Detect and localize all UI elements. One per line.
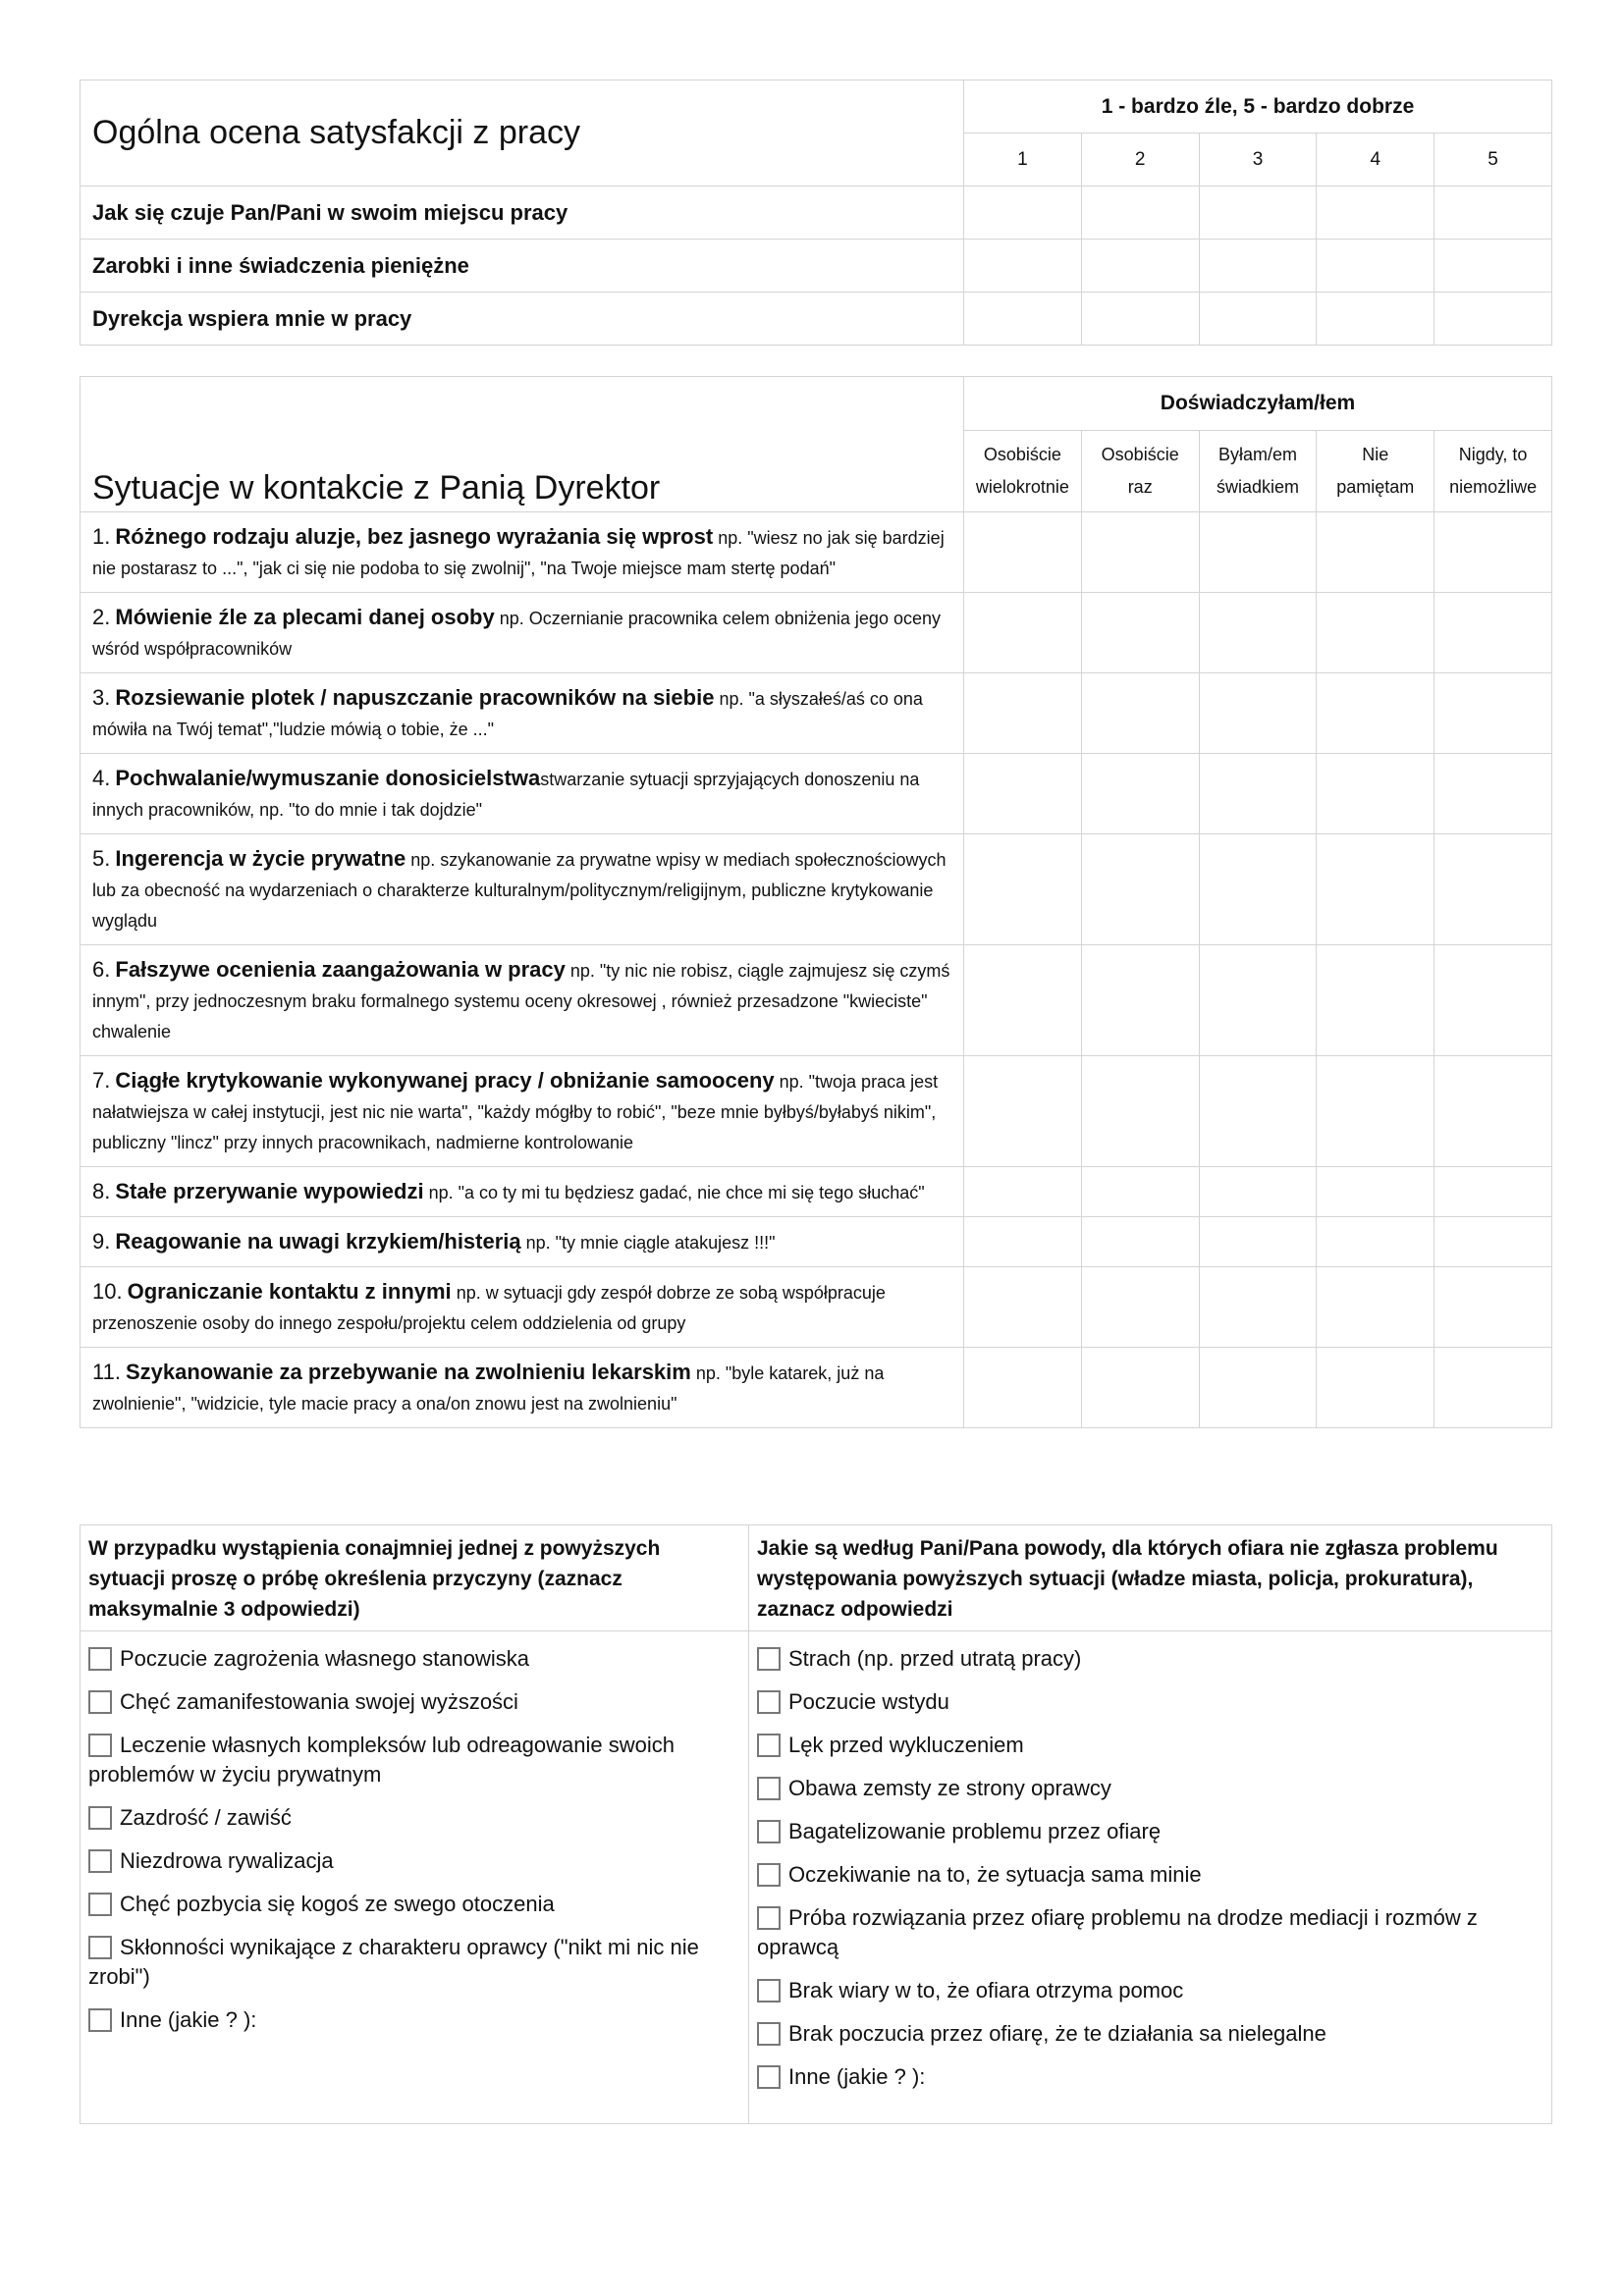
option-item[interactable]	[757, 1903, 1543, 1962]
option-item[interactable]	[757, 1644, 1543, 1674]
situation-example: np. Oczernianie pracownika celem obniżenia jego oceny wśród współpracowników	[92, 609, 941, 659]
option-label: Brak wiary w to, że ofiara otrzyma pomoc	[788, 1978, 1184, 2002]
scale-2: 2	[1081, 133, 1199, 187]
experience-cell-5[interactable]	[1434, 673, 1552, 754]
experience-cell-2[interactable]	[1081, 1348, 1199, 1428]
satisfaction-question: Dyrekcja wspiera mnie w pracy	[81, 293, 964, 346]
option-label: Poczucie wstydu	[788, 1689, 949, 1714]
experience-cell-3[interactable]	[1199, 945, 1317, 1056]
option-item[interactable]	[757, 1976, 1543, 2005]
experience-cell-4[interactable]	[1317, 1267, 1434, 1348]
option-label: Zazdrość / zawiść	[120, 1805, 292, 1830]
checkbox[interactable]	[88, 1936, 112, 1959]
satisfaction-row	[81, 293, 1552, 346]
option-item[interactable]	[88, 1644, 740, 1674]
checkbox[interactable]	[757, 1906, 781, 1930]
scale-1: 1	[964, 133, 1082, 187]
experience-cell-3[interactable]	[1199, 512, 1317, 593]
experience-cell-1[interactable]	[964, 754, 1082, 834]
situation-number: 3.	[92, 685, 111, 710]
situation-example: np. "byle katarek, już na zwolnienie", "widzicie, tyle macie pracy a ona/on znowu jest na zwolnieniu"	[92, 1363, 885, 1414]
experience-cell-2[interactable]	[1081, 593, 1199, 673]
situation-title: Ograniczanie kontaktu z innymi	[127, 1279, 452, 1304]
situation-row	[81, 834, 1552, 945]
satisfaction-row	[81, 240, 1552, 293]
experience-cell-5[interactable]	[1434, 1267, 1552, 1348]
experience-cell-4[interactable]	[1317, 673, 1434, 754]
experience-cell-5[interactable]	[1434, 512, 1552, 593]
experience-cell-4[interactable]	[1317, 945, 1434, 1056]
experience-cell-3[interactable]	[1199, 754, 1317, 834]
experience-cell-1[interactable]	[964, 593, 1082, 673]
satisfaction-title: Ogólna ocena satysfakcji z pracy	[81, 80, 964, 187]
checkbox[interactable]	[88, 1690, 112, 1714]
experience-cell-1[interactable]	[964, 673, 1082, 754]
option-item[interactable]	[757, 1817, 1543, 1846]
column-line2: niemożliwe	[1449, 477, 1538, 497]
option-label: Inne (jakie ? ):	[120, 2007, 257, 2032]
checkbox[interactable]	[757, 1734, 781, 1757]
situation-number: 11.	[92, 1360, 121, 1384]
experience-cell-3[interactable]	[1199, 593, 1317, 673]
experience-column-header	[1081, 431, 1199, 512]
checkbox[interactable]	[757, 1979, 781, 2002]
checkbox[interactable]	[757, 1647, 781, 1671]
situation-description	[81, 945, 964, 1056]
column-line2: świadkiem	[1216, 477, 1299, 497]
situation-example: np. "twoja praca jest nałatwiejsza w całej instytucji, jest nic nie warta", "każdy mógłby to robić", "beze mnie byłbyś/byłabyś nikim", publiczny "lincz" przy innych pracownikach, nadmierne kontrolowanie	[92, 1072, 939, 1152]
rating-cell-2[interactable]	[1081, 240, 1199, 293]
experience-column-header	[1199, 431, 1317, 512]
experience-cell-5[interactable]	[1434, 754, 1552, 834]
option-label: Poczucie zagrożenia własnego stanowiska	[120, 1646, 530, 1671]
column-line2: pamiętam	[1336, 477, 1415, 497]
experience-cell-5[interactable]	[1434, 1348, 1552, 1428]
experience-cell-1[interactable]	[964, 1167, 1082, 1217]
experience-cell-2[interactable]	[1081, 834, 1199, 945]
rating-cell-5[interactable]	[1434, 187, 1552, 240]
option-item[interactable]	[88, 1846, 740, 1876]
experience-cell-4[interactable]	[1317, 593, 1434, 673]
situation-description	[81, 1167, 964, 1217]
causes-header: W przypadku wystąpienia conajmniej jednej z powyższych sytuacji proszę o próbę określenia przyczyny (zaznacz maksymalnie 3 odpowiedzi)	[81, 1525, 749, 1631]
experience-cell-5[interactable]	[1434, 1056, 1552, 1167]
rating-cell-5[interactable]	[1434, 293, 1552, 346]
option-label: Inne (jakie ? ):	[788, 2064, 926, 2089]
situation-title: Reagowanie na uwagi krzykiem/histerią	[115, 1229, 521, 1254]
checkbox[interactable]	[88, 2008, 112, 2032]
situation-example: np. szykanowanie za prywatne wpisy w mediach społecznościowych lub za obecność na wydarzeniach o charakterze kulturalnym/politycznym/religijnym, publiczne krytykowanie wyglądu	[92, 850, 947, 931]
option-label: Leczenie własnych kompleksów lub odreagowanie swoich problemów w życiu prywatnym	[88, 1733, 675, 1787]
experience-cell-2[interactable]	[1081, 1056, 1199, 1167]
experience-cell-4[interactable]	[1317, 512, 1434, 593]
satisfaction-question: Zarobki i inne świadczenia pieniężne	[81, 240, 964, 293]
option-item[interactable]	[757, 1860, 1543, 1890]
situation-row	[81, 754, 1552, 834]
situation-number: 9.	[92, 1229, 111, 1254]
situation-example: np. "a słyszałeś/aś co ona mówiła na Twój temat","ludzie mówią o tobie, że ..."	[92, 689, 923, 739]
situation-row	[81, 1056, 1552, 1167]
scale-4: 4	[1317, 133, 1434, 187]
experience-cell-1[interactable]	[964, 1056, 1082, 1167]
situations-title: Sytuacje w kontakcie z Panią Dyrektor	[81, 377, 964, 512]
causes-table	[80, 1524, 1552, 2124]
rating-cell-4[interactable]	[1317, 240, 1434, 293]
experience-cell-1[interactable]	[964, 1217, 1082, 1267]
rating-cell-4[interactable]	[1317, 187, 1434, 240]
situation-title: Ciągłe krytykowanie wykonywanej pracy / obniżanie samooceny	[115, 1068, 775, 1093]
situation-row	[81, 1167, 1552, 1217]
rating-cell-1[interactable]	[964, 293, 1082, 346]
option-label: Skłonności wynikające z charakteru oprawcy ("nikt mi nic nie zrobi")	[88, 1935, 699, 1989]
satisfaction-row	[81, 187, 1552, 240]
checkbox[interactable]	[88, 1647, 112, 1671]
reasons-options	[749, 1631, 1552, 2124]
scale-label: 1 - bardzo źle, 5 - bardzo dobrze	[964, 80, 1552, 133]
experience-label: Doświadczyłam/łem	[964, 377, 1552, 431]
satisfaction-question: Jak się czuje Pan/Pani w swoim miejscu pracy	[81, 187, 964, 240]
option-item[interactable]	[757, 2019, 1543, 2049]
experience-cell-4[interactable]	[1317, 1217, 1434, 1267]
situation-number: 8.	[92, 1179, 111, 1203]
rating-cell-2[interactable]	[1081, 293, 1199, 346]
option-item[interactable]	[757, 2062, 1543, 2092]
experience-cell-2[interactable]	[1081, 673, 1199, 754]
situation-number: 4.	[92, 766, 111, 790]
situation-row	[81, 1217, 1552, 1267]
checkbox[interactable]	[88, 1893, 112, 1916]
column-line1: Nie	[1362, 445, 1389, 464]
experience-cell-2[interactable]	[1081, 1167, 1199, 1217]
situation-title: Fałszywe ocenienia zaangażowania w pracy	[115, 957, 566, 982]
option-label: Bagatelizowanie problemu przez ofiarę	[788, 1819, 1162, 1843]
situation-description	[81, 834, 964, 945]
situation-row	[81, 512, 1552, 593]
situation-title: Rozsiewanie plotek / napuszczanie pracowników na siebie	[115, 685, 715, 710]
situation-row	[81, 1348, 1552, 1428]
rating-cell-4[interactable]	[1317, 293, 1434, 346]
situation-description	[81, 1267, 964, 1348]
experience-cell-2[interactable]	[1081, 754, 1199, 834]
experience-cell-1[interactable]	[964, 512, 1082, 593]
checkbox[interactable]	[88, 1734, 112, 1757]
experience-cell-2[interactable]	[1081, 945, 1199, 1056]
experience-cell-3[interactable]	[1199, 1267, 1317, 1348]
column-line2: wielokrotnie	[975, 477, 1069, 497]
rating-cell-3[interactable]	[1199, 187, 1317, 240]
situation-example: stwarzanie sytuacji sprzyjających donoszeniu na innych pracowników, np. "to do mnie i tak dojdzie"	[92, 770, 920, 820]
situations-table	[80, 376, 1552, 1428]
option-item[interactable]	[88, 1687, 740, 1717]
situation-title: Różnego rodzaju aluzje, bez jasnego wyrażania się wprost	[115, 524, 714, 549]
situation-number: 5.	[92, 846, 111, 871]
situation-number: 10.	[92, 1279, 123, 1304]
situation-number: 2.	[92, 605, 111, 629]
rating-cell-3[interactable]	[1199, 240, 1317, 293]
experience-cell-1[interactable]	[964, 834, 1082, 945]
option-label: Chęć pozbycia się kogoś ze swego otoczenia	[120, 1892, 555, 1916]
experience-cell-5[interactable]	[1434, 834, 1552, 945]
checkbox[interactable]	[757, 2022, 781, 2046]
option-item[interactable]	[757, 1687, 1543, 1717]
situation-description	[81, 1217, 964, 1267]
rating-cell-3[interactable]	[1199, 293, 1317, 346]
experience-cell-3[interactable]	[1199, 834, 1317, 945]
situation-row	[81, 1267, 1552, 1348]
option-item[interactable]	[88, 1933, 740, 1992]
option-label: Strach (np. przed utratą pracy)	[788, 1646, 1082, 1671]
experience-cell-4[interactable]	[1317, 1348, 1434, 1428]
situation-title: Ingerencja w życie prywatne	[115, 846, 406, 871]
rating-cell-1[interactable]	[964, 187, 1082, 240]
situation-example: np. "ty mnie ciągle atakujesz !!!"	[520, 1233, 776, 1253]
situation-number: 1.	[92, 524, 111, 549]
experience-cell-5[interactable]	[1434, 1217, 1552, 1267]
experience-cell-4[interactable]	[1317, 1056, 1434, 1167]
rating-cell-1[interactable]	[964, 240, 1082, 293]
situation-description	[81, 1348, 964, 1428]
situation-row	[81, 593, 1552, 673]
option-label: Oczekiwanie na to, że sytuacja sama minie	[788, 1862, 1202, 1887]
situation-row	[81, 673, 1552, 754]
experience-cell-1[interactable]	[964, 1267, 1082, 1348]
experience-cell-3[interactable]	[1199, 1217, 1317, 1267]
causes-options	[81, 1631, 749, 2124]
option-item[interactable]	[88, 1731, 740, 1789]
experience-cell-1[interactable]	[964, 1348, 1082, 1428]
experience-cell-3[interactable]	[1199, 1348, 1317, 1428]
situation-title: Mówienie źle za plecami danej osoby	[115, 605, 495, 629]
experience-cell-3[interactable]	[1199, 1056, 1317, 1167]
situation-description	[81, 673, 964, 754]
scale-5: 5	[1434, 133, 1552, 187]
situation-example: np. w sytuacji gdy zespół dobrze ze sobą współpracuje przenoszenie osoby do innego zespołu/projektu celem oddzielenia od grupy	[92, 1283, 886, 1333]
experience-cell-5[interactable]	[1434, 1167, 1552, 1217]
experience-cell-5[interactable]	[1434, 945, 1552, 1056]
option-item[interactable]	[88, 2005, 740, 2035]
experience-cell-4[interactable]	[1317, 754, 1434, 834]
experience-column-header	[1317, 431, 1434, 512]
checkbox[interactable]	[88, 1806, 112, 1830]
option-item[interactable]	[757, 1774, 1543, 1803]
situation-number: 7.	[92, 1068, 111, 1093]
situation-title: Pochwalanie/wymuszanie donosicielstwa	[115, 766, 541, 790]
experience-cell-3[interactable]	[1199, 1167, 1317, 1217]
option-item[interactable]	[88, 1890, 740, 1919]
situation-description	[81, 512, 964, 593]
option-label: Obawa zemsty ze strony oprawcy	[788, 1776, 1111, 1800]
scale-3: 3	[1199, 133, 1317, 187]
checkbox[interactable]	[757, 1820, 781, 1843]
option-item[interactable]	[757, 1731, 1543, 1760]
situation-row	[81, 945, 1552, 1056]
rating-cell-2[interactable]	[1081, 187, 1199, 240]
situation-number: 6.	[92, 957, 111, 982]
situation-description	[81, 754, 964, 834]
column-line1: Osobiście	[983, 445, 1061, 464]
column-line1: Osobiście	[1101, 445, 1179, 464]
checkbox[interactable]	[757, 2065, 781, 2089]
experience-column-header	[964, 431, 1082, 512]
situation-example: np. "a co ty mi tu będziesz gadać, nie chce mi się tego słuchać"	[423, 1183, 925, 1202]
option-label: Lęk przed wykluczeniem	[788, 1733, 1024, 1757]
situation-description	[81, 1056, 964, 1167]
rating-cell-5[interactable]	[1434, 240, 1552, 293]
situation-description	[81, 593, 964, 673]
experience-cell-1[interactable]	[964, 945, 1082, 1056]
reasons-header: Jakie są według Pani/Pana powody, dla których ofiara nie zgłasza problemu występowania powyższych sytuacji (władze miasta, policja, prokuratura), zaznacz odpowiedzi	[749, 1525, 1552, 1631]
experience-cell-2[interactable]	[1081, 512, 1199, 593]
situation-title: Szykanowanie za przebywanie na zwolnieniu lekarskim	[125, 1360, 691, 1384]
checkbox[interactable]	[757, 1690, 781, 1714]
situation-title: Stałe przerywanie wypowiedzi	[115, 1179, 424, 1203]
option-item[interactable]	[88, 1803, 740, 1833]
checkbox[interactable]	[757, 1777, 781, 1800]
experience-cell-3[interactable]	[1199, 673, 1317, 754]
experience-cell-4[interactable]	[1317, 834, 1434, 945]
option-label: Chęć zamanifestowania swojej wyższości	[120, 1689, 518, 1714]
column-line1: Byłam/em	[1217, 445, 1297, 464]
option-label: Niezdrowa rywalizacja	[120, 1848, 334, 1873]
option-label: Próba rozwiązania przez ofiarę problemu na drodze mediacji i rozmów z oprawcą	[757, 1905, 1478, 1959]
experience-cell-5[interactable]	[1434, 593, 1552, 673]
option-label: Brak poczucia przez ofiarę, że te działania sa nielegalne	[788, 2021, 1326, 2046]
experience-cell-4[interactable]	[1317, 1167, 1434, 1217]
experience-cell-2[interactable]	[1081, 1267, 1199, 1348]
column-line2: raz	[1127, 477, 1153, 497]
checkbox[interactable]	[88, 1849, 112, 1873]
column-line1: Nigdy, to	[1458, 445, 1528, 464]
experience-column-header	[1434, 431, 1552, 512]
situation-example: np. "ty nic nie robisz, ciągle zajmujesz się czymś innym", przy jednoczesnym braku formalnego systemu oceny okresowej , również przesadzone "kwieciste" chwalenie	[92, 961, 950, 1041]
experience-cell-2[interactable]	[1081, 1217, 1199, 1267]
checkbox[interactable]	[757, 1863, 781, 1887]
situation-example: np. "wiesz no jak się bardziej nie postarasz to ...", "jak ci się nie podoba to się zwolnij", "na Twoje miejsce mam stertę podań"	[92, 528, 945, 578]
satisfaction-table	[80, 80, 1552, 346]
